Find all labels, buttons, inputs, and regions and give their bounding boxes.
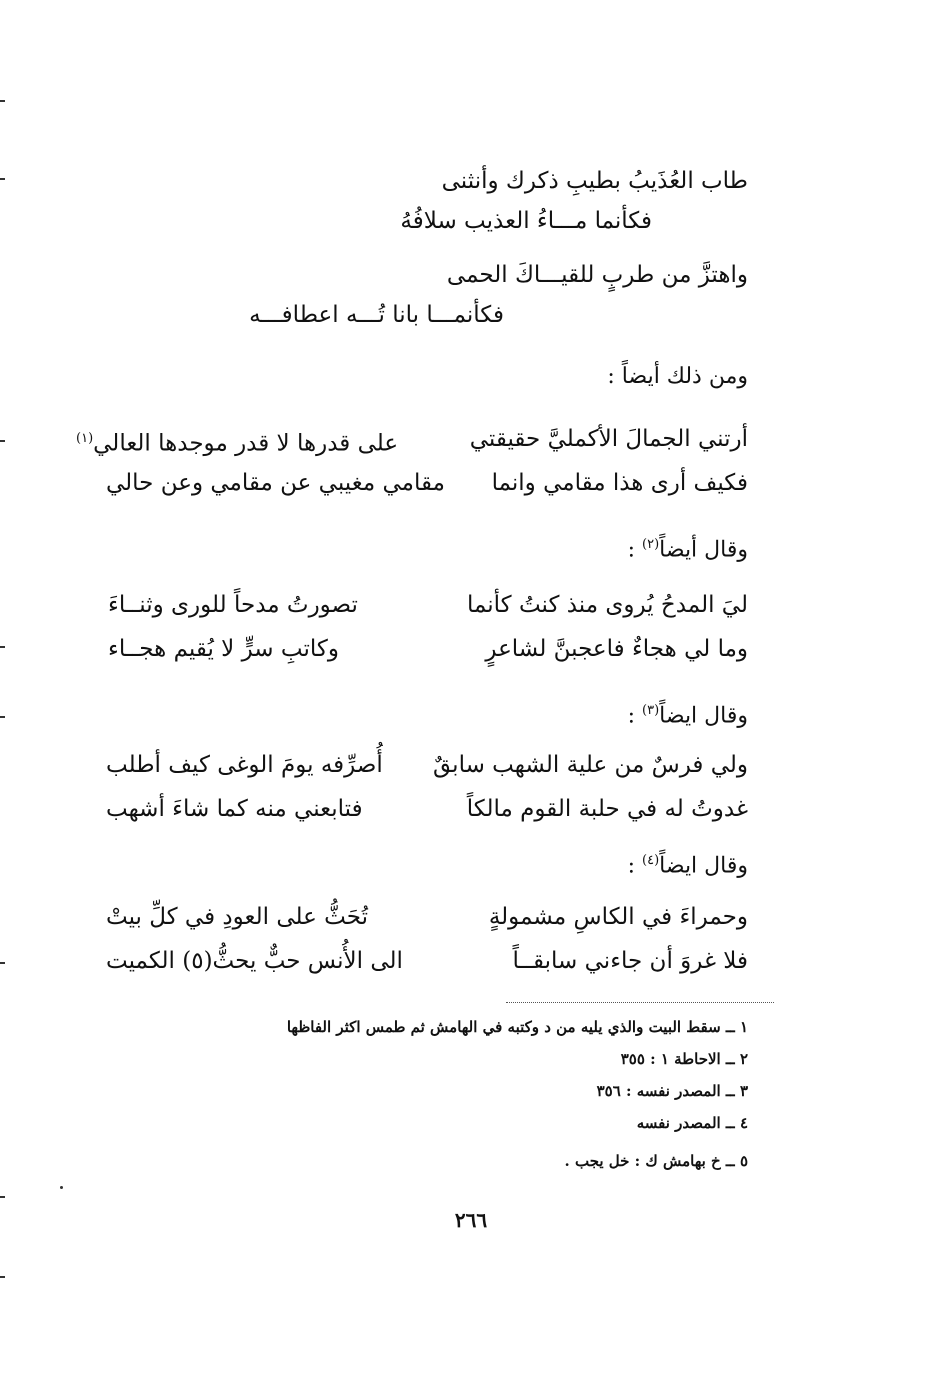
verse-line-2b: فكأنمـــا بانا تُـــه اعطافـــه (249, 302, 504, 328)
footnote-divider (506, 1002, 774, 1003)
section-intro-text: ومن ذلك أيضاً : (607, 364, 748, 389)
section-intro-colon: : (627, 537, 643, 563)
verse-hemistich-first: غدوتُ له في حلبة القوم مالكاً (466, 796, 748, 822)
scan-mark (0, 646, 5, 648)
verse-hemistich-first: أرتني الجمالَ الأكمليَّ حقيقتي (469, 426, 748, 452)
scan-speck (60, 1186, 63, 1189)
section-intro-text: وقال ايضاً (659, 853, 748, 879)
verse (106, 750, 748, 780)
verse (106, 902, 748, 932)
verse-hemistich-second: الى الأُنس حبٌّ يحثُّ(٥) الكميت (106, 948, 403, 974)
verse-hemistich-first: وحمراءَ في الكاسِ مشمولةٍ (488, 904, 748, 930)
footnote: ١ ــ سقط البيت والذي يليه من د وكتبه في الهامش ثم طمس اكثر الفاظها (286, 1018, 748, 1036)
scan-mark (0, 1276, 5, 1278)
footnote-ref: (١) (76, 431, 94, 446)
section-intro (628, 696, 748, 731)
scan-mark (0, 716, 5, 718)
section-intro (607, 362, 748, 392)
verse (106, 794, 748, 824)
verse (108, 634, 748, 664)
scan-mark (0, 1196, 5, 1198)
verse (106, 946, 748, 976)
verse (76, 424, 748, 457)
verse (106, 468, 748, 498)
section-intro (628, 846, 748, 881)
verse-hemistich-first: فكيف أرى هذا مقامي وانما (491, 470, 748, 496)
scan-mark (0, 962, 5, 964)
page-number: ٢٦٦ (454, 1208, 488, 1232)
verse-hemistich-first: ولي فرسٌ من علية الشهب سابقٌ (432, 752, 748, 778)
footnote: ٤ ــ المصدر نفسه (636, 1114, 748, 1132)
verse-hemistich-second: تُحَثُّ على العودِ في كلِّ بيتْ (106, 904, 368, 930)
verse-hemistich-first: فلا غروَ أن جاءني سابقــاً (512, 948, 748, 974)
verse-hemistich-second: وكاتبِ سرٍّ لا يُقيم هجــاء (108, 636, 339, 662)
section-intro-text: وقال أيضاً (659, 537, 748, 563)
footnote-ref: (٣) (642, 703, 660, 718)
verse-hemistich-second: أُصرِّفه يومَ الوغى كيف أطلب (106, 752, 383, 778)
verse-hemistich-first: وما لي هجاءٌ فاعجبنَّ لشاعرٍ (485, 636, 748, 662)
section-intro-colon: : (627, 853, 643, 879)
footnote: ٢ ــ الاحاطة ١ : ٣٥٥ (620, 1050, 748, 1068)
scan-mark (0, 100, 5, 102)
verse (108, 590, 748, 620)
verse-hemistich-second: تصورتُ مدحاً للورى وثنــاءَ (108, 592, 358, 618)
scan-mark (0, 178, 5, 180)
verse-hemistich-second: فتابعني منه كما شاءَ أشهب (106, 796, 363, 822)
verse-line-2a: واهتزَّ من طربٍ للقيـــاكَ الحمى (446, 262, 748, 288)
hemistich-text: على قدرها لا قدر موجدها العالي (93, 430, 399, 457)
scan-mark (0, 440, 5, 442)
footnote-ref: (٤) (642, 853, 660, 868)
section-intro (628, 530, 748, 565)
verse-hemistich-second (76, 424, 398, 459)
verse-hemistich-first: ليَ المدحُ يُروى منذ كنتُ كأنما (466, 592, 748, 618)
footnote: ٣ ــ المصدر نفسه : ٣٥٦ (596, 1082, 748, 1100)
section-intro-text: وقال ايضاً (659, 703, 748, 729)
footnote: ٥ ــ خ بهامش ك : خل يجب . (564, 1152, 748, 1170)
verse-line-1a: طاب العُذَيبُ بطيبِ ذكرك وأنثنى (441, 168, 748, 194)
section-intro-colon: : (627, 703, 643, 729)
verse-line-1b: فكأنما مـــاءُ العذيب سلافُهُ (400, 208, 652, 234)
footnote-ref: (٢) (642, 537, 660, 552)
verse-hemistich-second: مقامي مغيبي عن مقامي وعن حالي (106, 470, 445, 496)
